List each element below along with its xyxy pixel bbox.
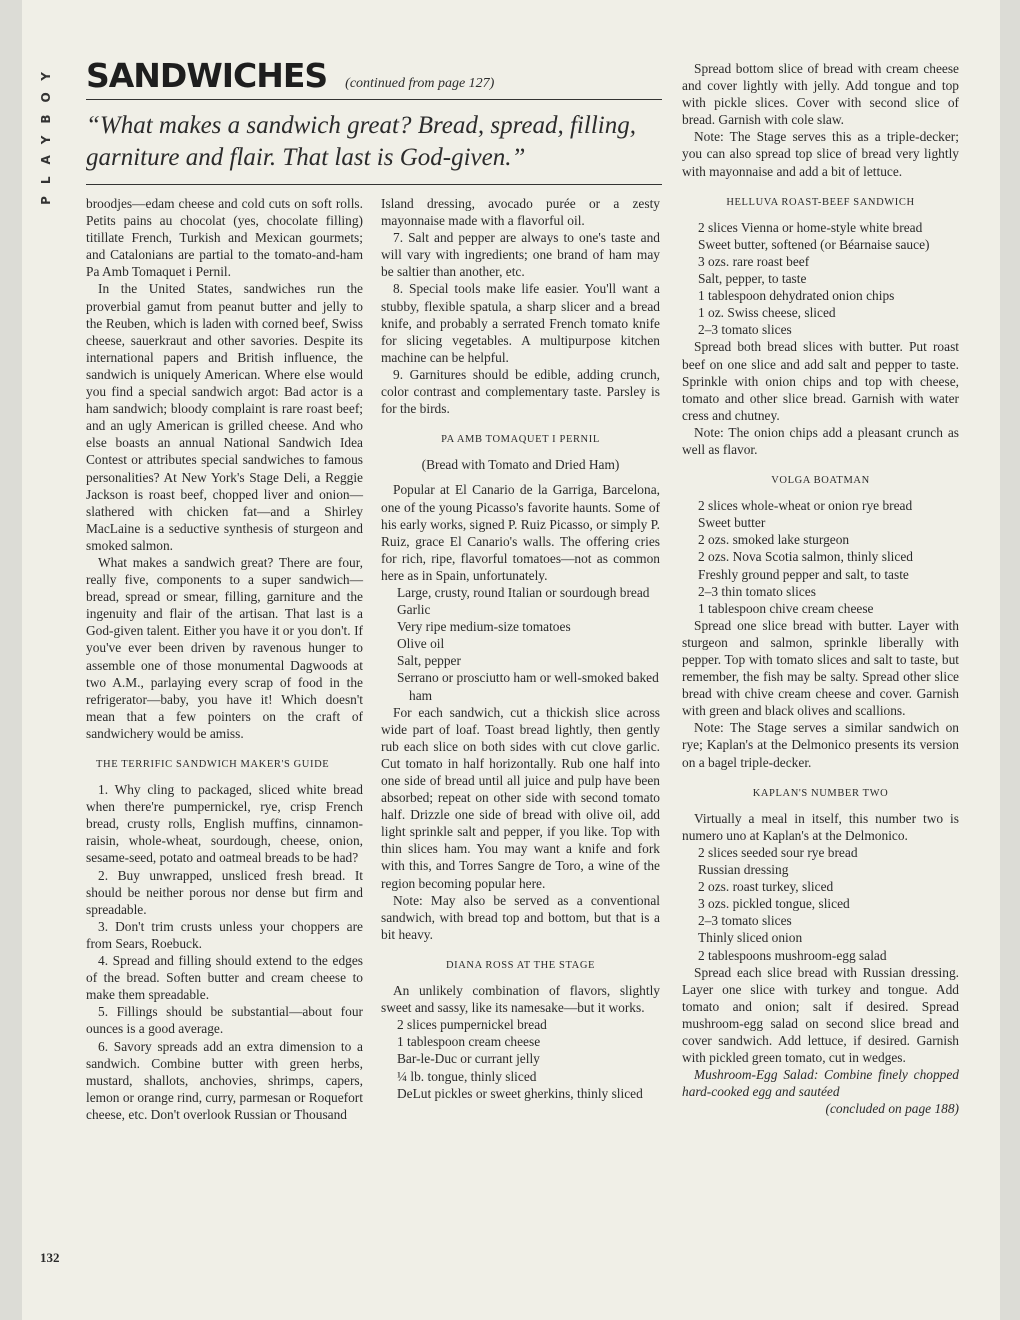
column-2 — [381, 195, 660, 1102]
section-heading: THE TERRIFIC SANDWICH MAKER'S GUIDE — [96, 759, 330, 770]
guide-item: 8. Special tools make life easier. You'll want a stubby, flexible spatula, a sharp slicer and a bread knife, and probably a serrated French tomato knife for slicing vegetables. A multipurpose kitchen machine can be helpful. — [381, 281, 660, 365]
guide-item: 1. Why cling to packaged, sliced white bread when there're pumpernickel, rye, crisp French bread, crusty rolls, English muffins, cinnamon-raisin, whole-wheat, sourdough, cheese, onion, sesame-seed, potato and oatmeal breads to be had? — [86, 782, 363, 866]
ingredient: 2 ozs. smoked lake sturgeon — [698, 532, 850, 548]
recipe-method: Spread bottom slice of bread with cream cheese and cover lightly with jelly. Add tongue and top with pickle slices. Cover with second slice of bread. Garnish with cole slaw. — [682, 61, 959, 128]
ingredient: 1 tablespoon chive cream cheese — [698, 600, 874, 616]
article-title: SANDWICHES — [86, 56, 328, 95]
recipe-intro: Virtually a meal in itself, this number two is numero uno at Kaplan's at the Delmonico. — [682, 810, 959, 843]
ingredient: 1 oz. Swiss cheese, sliced — [698, 305, 836, 321]
guide-item: 6. Savory spreads add an extra dimension to a sandwich. Combine butter with green herbs, mustard, shallots, anchovies, shrimps, capers, lemon or orange rind, curry, parmesan or Roquefort cheese, etc. Don't overlook Russian or Thousand — [86, 1038, 363, 1122]
header-rule — [86, 99, 662, 100]
ingredient: 2 slices seeded sour rye bread — [698, 844, 858, 860]
page-number: 132 — [40, 1250, 60, 1265]
paragraph: What makes a sandwich great? There are four, really five, components to a super sandwich—bread, spread or smear, filling, garniture and the ingenuity and flair of the artisan. That last is a God-given talent. Either you have it or you don't. If you've ever been driven by ravenous hunger to assemble one of those monumental Dagwoods at two A.M., parlaying every scrap of food in the refrigerator—baby, you have it! Which doesn't mean that a few pointers on the craft of sandwichery would be amiss. — [86, 554, 363, 741]
guide-item: 7. Salt and pepper are always to one's taste and will vary with ingredients; one brand of ham may be saltier than another, etc. — [381, 230, 660, 280]
recipe-heading: PA AMB TOMAQUET I PERNIL — [441, 434, 600, 446]
ingredient: Bar-le-Duc or currant jelly — [397, 1051, 540, 1067]
recipe-heading: HELLUVA ROAST-BEEF SANDWICH — [726, 196, 915, 208]
magazine-vertical-label — [34, 60, 52, 205]
ingredient-list — [694, 844, 959, 964]
ingredient-list — [694, 219, 959, 339]
ingredient: 3 ozs. rare roast beef — [698, 253, 810, 269]
column-3 — [682, 60, 959, 1117]
column-1 — [86, 195, 363, 1123]
ingredient: 2 tablespoons mushroom-egg salad — [698, 947, 887, 963]
ingredient-list — [694, 497, 959, 617]
ingredient: Freshly ground pepper and salt, to taste — [698, 566, 909, 582]
ingredient: 2–3 tomato slices — [698, 322, 792, 338]
ingredient: 2–3 tomato slices — [698, 913, 792, 929]
ingredient: Salt, pepper, to taste — [698, 271, 807, 287]
recipe-intro: An unlikely combination of flavors, slightly sweet and sassy, like its namesake—but it works. — [381, 983, 660, 1016]
ingredient: 2 slices Vienna or home-style white bread — [698, 219, 923, 235]
concluded-note: (concluded on page 188) — [825, 1101, 959, 1117]
ingredient: Salt, pepper — [397, 653, 461, 669]
recipe-heading: VOLGA BOATMAN — [771, 475, 870, 487]
ingredient: 1 tablespoon cream cheese — [397, 1034, 541, 1050]
ingredient: 1 tablespoon dehydrated onion chips — [698, 288, 895, 304]
recipe-note: Note: The Stage serves a similar sandwich on rye; Kaplan's at the Delmonico presents its version on a bagel triple-decker. — [682, 720, 959, 770]
ingredient: 3 ozs. pickled tongue, sliced — [698, 896, 850, 912]
ingredient: 2 ozs. roast turkey, sliced — [698, 879, 834, 895]
ingredient: Serrano or prosciutto ham or well-smoked baked ham — [397, 670, 659, 703]
recipe-heading: DIANA ROSS AT THE STAGE — [445, 959, 596, 971]
ingredient: 2 slices pumpernickel bread — [397, 1017, 547, 1033]
paragraph: Island dressing, avocado purée or a zesty mayonnaise made with a flavorful oil. — [381, 196, 660, 229]
guide-item: 2. Buy unwrapped, unsliced fresh bread. It should be neither porous nor dense but firm and spreadable. — [86, 867, 363, 917]
ingredient: Very ripe medium-size tomatoes — [397, 619, 571, 635]
ingredient: Garlic — [397, 602, 431, 618]
ingredient: Sweet butter, softened (or Béarnaise sauce) — [698, 236, 930, 252]
ingredient: ¼ lb. tongue, thinly sliced — [397, 1068, 537, 1084]
ingredient: 2–3 thin tomato slices — [698, 583, 816, 599]
article-header — [86, 56, 662, 185]
quote-rule — [86, 184, 662, 185]
guide-item: 3. Don't trim crusts unless your choppers are from Sears, Roebuck. — [86, 918, 363, 951]
continued-note: (continued from page 127) — [345, 76, 495, 91]
guide-item: 9. Garnitures should be edible, adding crunch, color contrast and complementary taste. Parsley is for the birds. — [381, 366, 660, 417]
recipe-intro: Popular at El Canario de la Garriga, Barcelona, one of the young Picasso's favorite haunts. Some of his early works, signed P. Ruiz Picasso, or simply P. Ruiz, grace El Canario's walls. The offering cries for rich, ripe, flavorful tomatoes—not as common here as in Spain, unfortunately. — [381, 482, 660, 583]
recipe-method: For each sandwich, cut a thickish slice across wide part of loaf. Toast bread lightly, then gently rub each slice on both sides with cut clove garlic. Cut tomato in half horizontally. Rub one half into one side of bread until all juice and pulp have been absorbed; repeat on other side with second tomato half. Drizzle one side of bread with olive oil, add light sprinkle salt and pepper, if you like. Top with thin slices ham. You may want a knife and fork with this, and Torres Sangre de Toro, a wine of the region becoming popular here. — [381, 704, 660, 891]
ingredient-list — [393, 584, 660, 704]
paragraph: In the United States, sandwiches run the proverbial gamut from peanut butter and jelly to the Reuben, which is laden with corned beef, Swiss cheese, sauerkraut and other savories. Despite its international papers and British influence, the sandwich is uniquely American. Where else would you find a special sandwich argot: Bad actor is a ham sandwich; bloody complaint is rare roast beef; and an ugly American is grilled cheese. And who else boasts an annual National Sandwich Idea Contest or attributes special sandwiches to famous personalities? At New York's Stage Deli, a Reggie Jackson is roast beef, chopped liver and onion—slathered with chicken fat—and a Shirley MacLaine is a seductive synthesis of sturgeon and smoked salmon. — [86, 281, 363, 553]
ingredient: Russian dressing — [698, 862, 789, 878]
ingredient: DeLut pickles or sweet gherkins, thinly sliced — [397, 1085, 643, 1101]
guide-item: 5. Fillings should be substantial—about four ounces is a good average. — [86, 1004, 363, 1037]
ingredient-list — [393, 1016, 660, 1101]
recipe-note: Note: The onion chips add a pleasant crunch as well as flavor. — [682, 424, 959, 457]
paragraph: broodjes—edam cheese and cold cuts on soft rolls. Petits pains au chocolat (yes, chocolate filling) titillate French, Turkish and Mexican gourmets; and Catalonians are partial to the tomato-and-ham Pa Amb Tomaquet i Pernil. — [86, 196, 363, 280]
ingredient: 2 ozs. Nova Scotia salmon, thinly sliced — [698, 549, 913, 565]
vertical-label-text: PLAYBOY — [39, 60, 53, 205]
recipe-method: Spread both bread slices with butter. Put roast beef on one slice and add salt and pepper to taste. Sprinkle with onion chips and top with cheese, tomato and other slice bread. Garnish with water cress and chutney. — [682, 339, 959, 423]
ingredient: Olive oil — [397, 636, 445, 652]
ingredient: Thinly sliced onion — [698, 930, 803, 946]
recipe-salad-note: Mushroom-Egg Salad: Combine finely chopped hard-cooked egg and sautéed — [682, 1067, 959, 1100]
guide-item: 4. Spread and filling should extend to the edges of the bread. Soften butter and cream cheese to make them spreadable. — [86, 953, 363, 1003]
recipe-note: Note: May also be served as a conventional sandwich, with bread top and bottom, but that is a bit heavy. — [381, 892, 660, 942]
recipe-note: Note: The Stage serves this as a triple-decker; you can also spread top slice of bread very lightly with mayonnaise and add a bit of lettuce. — [682, 129, 959, 179]
pull-quote: “What makes a sandwich great? Bread, spread, filling, garniture and flair. That last is God-given.” — [86, 112, 636, 171]
recipe-subtitle: (Bread with Tomato and Dried Ham) — [421, 457, 620, 473]
recipe-heading: KAPLAN'S NUMBER TWO — [752, 787, 889, 799]
ingredient: 2 slices whole-wheat or onion rye bread — [698, 498, 913, 514]
ingredient: Large, crusty, round Italian or sourdough bread — [397, 584, 650, 600]
recipe-method: Spread one slice bread with butter. Layer with sturgeon and salmon, sprinkle liberally with pepper. Top with tomato slices and salt to taste, but remember, the fish may be salty. Spread other slice bread with chive cream cheese and cover. Garnish with green and black olives and scallions. — [682, 617, 959, 719]
ingredient: Sweet butter — [698, 515, 766, 531]
recipe-method: Spread each slice bread with Russian dressing. Layer one slice with turkey and tongue. Add tomato and onion; salt if desired. Spread mushroom-egg salad on second slice bread and cover sandwich. Add lettuce, if desired. Garnish with pickled green tomato, cut in wedges. — [682, 964, 959, 1066]
